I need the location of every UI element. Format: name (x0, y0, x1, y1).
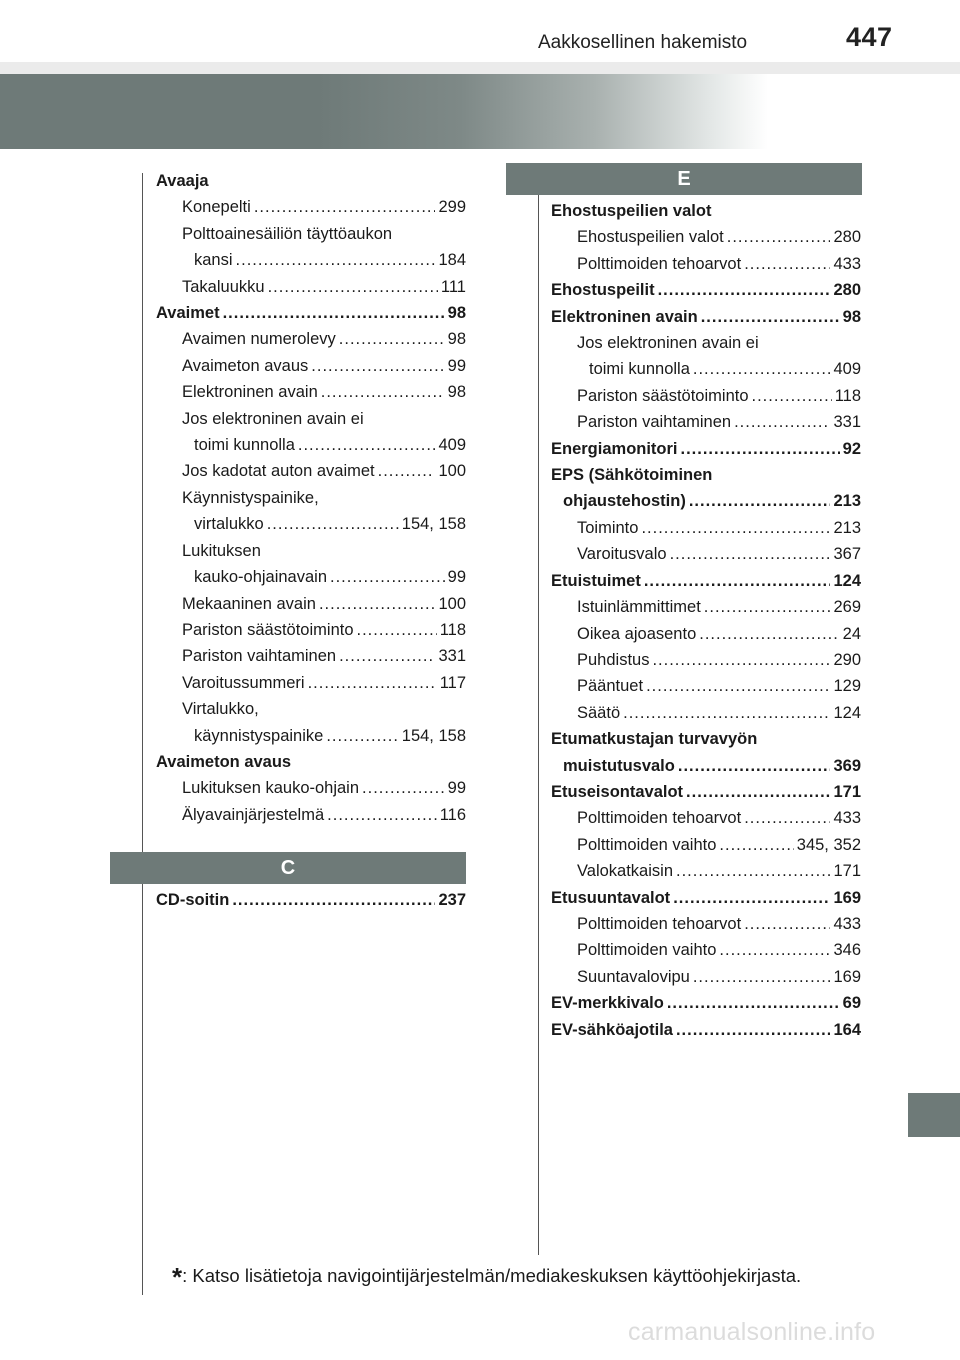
index-entry (551, 488, 861, 514)
index-entry-page: 369 (833, 756, 861, 775)
index-entry-text: toimi kunnolla (589, 360, 690, 379)
index-entry (156, 723, 466, 749)
dot-leader (641, 515, 830, 541)
dot-leader (719, 832, 793, 858)
index-entry (551, 277, 861, 303)
index-entry-text: Jos elektroninen avain ei (577, 334, 759, 353)
index-entry-page: 98 (447, 383, 466, 402)
dot-leader (339, 643, 435, 669)
index-entry-page: 117 (439, 673, 466, 692)
index-entry-text: Polttimoiden vaihto (577, 941, 717, 960)
index-entry-page: 99 (447, 356, 466, 375)
index-entry-text: Varoitussummeri (182, 673, 305, 692)
index-entry (156, 775, 466, 801)
left-column-rule (142, 173, 143, 1295)
dot-leader (330, 564, 445, 590)
index-entry (156, 168, 466, 194)
section-header-e: E (506, 163, 862, 195)
index-entry (551, 515, 861, 541)
index-entry (156, 194, 466, 220)
index-entry (156, 485, 466, 511)
index-entry-text: Etuistuimet (551, 571, 641, 590)
index-entry-page: 433 (833, 914, 861, 933)
index-entry (156, 887, 466, 913)
index-entry (551, 304, 861, 330)
index-entry (156, 432, 466, 458)
index-entry (156, 221, 466, 247)
dot-leader (658, 277, 831, 303)
index-entry-text: Polttimoiden tehoarvot (577, 809, 742, 828)
dot-leader (232, 887, 435, 913)
index-entry (551, 647, 861, 673)
index-entry (156, 326, 466, 352)
index-entry-text: Pariston säästötoiminto (577, 386, 749, 405)
index-entry-page: 409 (438, 436, 466, 455)
index-entry (551, 858, 861, 884)
index-entry-page: 433 (833, 254, 861, 273)
index-entry-page: 100 (438, 594, 466, 613)
index-entry-page: 118 (834, 386, 861, 405)
index-entry (551, 964, 861, 990)
index-entry-text: Energiamonitori (551, 439, 678, 458)
footnote-asterisk: * (172, 1262, 183, 1292)
index-entry-page: 169 (833, 967, 861, 986)
index-entry-text: Polttoainesäiliön täyttöaukon (182, 224, 393, 243)
dot-leader (378, 458, 436, 484)
index-entry (156, 274, 466, 300)
middle-column-rule (538, 195, 539, 1255)
dot-leader (686, 779, 830, 805)
page-number: 447 (846, 22, 893, 52)
index-entry-page: 171 (833, 782, 861, 801)
index-entry-text: Pariston säästötoiminto (182, 620, 354, 639)
index-entry-page: 171 (833, 862, 861, 881)
dot-leader (298, 432, 436, 458)
index-entry-text: Pariston vaihtaminen (577, 413, 732, 432)
section-header-c: C (110, 852, 466, 884)
index-entry-page: 69 (842, 994, 861, 1013)
index-entry-page: 124 (833, 571, 861, 590)
page-header-title: Aakkosellinen hakemisto (538, 32, 748, 53)
dot-leader (752, 383, 832, 409)
dot-leader (644, 568, 831, 594)
index-entry-page: 290 (833, 650, 861, 669)
index-entry-text: Avaaja (156, 172, 209, 190)
index-entry-text: Käynnistyspainike, (182, 488, 319, 507)
dot-leader (667, 990, 840, 1016)
dot-leader (670, 541, 831, 567)
index-entry (551, 937, 861, 963)
index-entry (156, 247, 466, 273)
index-entry-page: 184 (438, 251, 466, 270)
index-entry-text: Toiminto (577, 518, 639, 537)
index-entry (551, 330, 861, 356)
index-entry-page: 98 (447, 330, 466, 349)
index-entry-text: Säätö (577, 703, 621, 722)
index-entry-text: kauko-ohjainavain (194, 568, 328, 587)
index-entry-text: CD-soitin (156, 891, 230, 909)
index-entry (551, 911, 861, 937)
dot-leader (719, 937, 830, 963)
index-entry-text: Oikea ajoasento (577, 624, 697, 643)
dot-leader (311, 353, 444, 379)
index-entry-page: 154, 158 (401, 726, 466, 745)
index-entry (551, 621, 861, 647)
dot-leader (699, 621, 839, 647)
index-entry (551, 753, 861, 779)
dot-leader (321, 379, 445, 405)
dot-leader (223, 300, 445, 326)
index-entry-text: Ehostuspeilien valot (577, 228, 724, 247)
index-column-right (551, 198, 861, 1043)
index-entry-text: Konepelti (182, 198, 251, 217)
index-entry (551, 251, 861, 277)
dot-leader (693, 964, 831, 990)
chapter-side-tab (908, 1093, 960, 1137)
index-entry-text: käynnistyspainike (194, 726, 324, 745)
index-entry-page: 280 (833, 281, 861, 300)
index-entry (551, 409, 861, 435)
index-entry-page: 433 (833, 809, 861, 828)
dot-leader (693, 356, 831, 382)
header-rule (0, 62, 960, 74)
index-entry-page: 111 (440, 277, 466, 296)
index-entry (156, 300, 466, 326)
dot-leader (652, 647, 830, 673)
watermark: carmanualsonline.info (628, 1318, 876, 1346)
index-entry-text: Elektroninen avain (182, 383, 318, 402)
index-entry-text: Lukituksen kauko-ohjain (182, 779, 360, 798)
index-entry (551, 1017, 861, 1043)
index-entry (551, 673, 861, 699)
index-entry-page: 164 (833, 1020, 861, 1039)
index-entry-page: 124 (833, 703, 861, 722)
dot-leader (362, 775, 445, 801)
index-entry (551, 356, 861, 382)
index-entry-page: 98 (842, 307, 861, 326)
index-entry (156, 802, 466, 828)
index-section-c (156, 887, 466, 913)
index-entry (156, 643, 466, 669)
index-entry-page: 299 (438, 198, 466, 217)
index-entry-text: Etusuuntavalot (551, 888, 671, 907)
index-entry-text: Jos elektroninen avain ei (182, 409, 364, 428)
index-entry-text: ohjaustehostin) (563, 492, 686, 511)
dot-leader (267, 511, 399, 537)
dot-leader (734, 409, 830, 435)
dot-leader (689, 488, 831, 514)
index-entry-text: virtalukko (194, 515, 264, 534)
index-entry-page: 213 (833, 518, 861, 537)
index-entry-page: 129 (833, 677, 861, 696)
index-entry-page: 367 (833, 545, 861, 564)
header-banner (0, 74, 960, 149)
index-entry-page: 98 (447, 304, 466, 323)
index-entry-text: Avaimen numerolevy (182, 330, 336, 349)
dot-leader (744, 251, 830, 277)
index-entry-text: Etuseisontavalot (551, 782, 684, 801)
dot-leader (236, 247, 436, 273)
index-entry (156, 591, 466, 617)
dot-leader (268, 274, 438, 300)
dot-leader (744, 911, 830, 937)
index-entry-text: Polttimoiden vaihto (577, 835, 717, 854)
index-entry-page: 99 (447, 568, 466, 587)
index-entry (156, 696, 466, 722)
index-entry-page: 100 (438, 462, 466, 481)
index-entry (551, 832, 861, 858)
index-entry (551, 805, 861, 831)
index-entry-text: Avaimeton avaus (182, 356, 309, 375)
index-entry (156, 406, 466, 432)
index-entry-text: Ehostuspeilien valot (551, 202, 712, 220)
index-entry (156, 511, 466, 537)
index-entry-text: Älyavainjärjestelmä (182, 805, 325, 824)
index-entry-page: 116 (439, 805, 466, 824)
index-entry-text: toimi kunnolla (194, 436, 295, 455)
index-entry-text: Suuntavalovipu (577, 967, 690, 986)
index-entry-text: Istuinlämmittimet (577, 598, 701, 617)
index-entry (551, 462, 861, 488)
index-entry (551, 383, 861, 409)
index-entry-text: EPS (Sähkötoiminen (551, 466, 713, 485)
index-entry-text: Lukituksen (182, 541, 261, 560)
index-entry-page: 92 (842, 439, 861, 458)
index-entry-text: Varoitusvalo (577, 545, 667, 564)
index-entry-text: Pääntuet (577, 677, 644, 696)
index-entry-page: 24 (842, 624, 861, 643)
index-column-left (156, 168, 466, 828)
index-entry-text: Etumatkustajan turvavyön (551, 730, 758, 749)
index-entry-page: 213 (833, 492, 861, 511)
dot-leader (623, 700, 830, 726)
index-entry-page: 280 (833, 228, 861, 247)
index-entry (551, 885, 861, 911)
index-entry (551, 700, 861, 726)
dot-leader (357, 617, 437, 643)
dot-leader (254, 194, 436, 220)
index-entry-text: Puhdistus (577, 650, 650, 669)
index-entry-page: 331 (833, 413, 861, 432)
index-entry-text: Takaluukku (182, 277, 265, 296)
dot-leader (327, 802, 437, 828)
index-entry (156, 749, 466, 775)
index-entry (156, 564, 466, 590)
index-entry (551, 779, 861, 805)
index-entry-text: Virtalukko, (182, 700, 259, 719)
dot-leader (704, 594, 831, 620)
index-entry-text: EV-sähköajotila (551, 1020, 673, 1039)
index-entry-page: 154, 158 (401, 515, 466, 534)
index-entry-text: EV-merkkivalo (551, 994, 664, 1013)
index-entry-page: 269 (833, 598, 861, 617)
index-entry-text: Avaimeton avaus (156, 752, 292, 771)
dot-leader (676, 1017, 831, 1043)
index-entry-text: Ehostuspeilit (551, 281, 655, 300)
dot-leader (646, 673, 830, 699)
index-entry-page: 118 (439, 620, 466, 639)
index-entry-text: Mekaaninen avain (182, 594, 316, 613)
dot-leader (676, 858, 830, 884)
dot-leader (673, 885, 830, 911)
index-entry (156, 379, 466, 405)
index-entry-text: muistutusvalo (563, 756, 675, 775)
dot-leader (326, 723, 398, 749)
index-entry-text: Jos kadotat auton avaimet (182, 462, 375, 481)
dot-leader (308, 670, 437, 696)
index-entry-text: Polttimoiden tehoarvot (577, 914, 742, 933)
index-entry (156, 353, 466, 379)
dot-leader (681, 436, 840, 462)
dot-leader (678, 753, 831, 779)
index-entry-text: Avaimet (156, 304, 220, 323)
index-entry-page: 169 (833, 888, 861, 907)
index-entry (156, 617, 466, 643)
index-entry (156, 670, 466, 696)
index-entry (551, 224, 861, 250)
index-entry-text: kansi (194, 251, 233, 270)
footnote (172, 1258, 802, 1292)
index-entry (551, 198, 861, 224)
index-entry-text: Valokatkaisin (577, 862, 673, 881)
index-entry (551, 990, 861, 1016)
index-entry-page: 237 (438, 891, 466, 909)
index-entry-page: 331 (438, 647, 466, 666)
dot-leader (727, 224, 831, 250)
index-entry (551, 726, 861, 752)
index-entry-page: 99 (447, 779, 466, 798)
index-entry (551, 594, 861, 620)
index-entry-text: Elektroninen avain (551, 307, 698, 326)
index-entry (551, 541, 861, 567)
index-entry (551, 436, 861, 462)
index-entry (551, 568, 861, 594)
dot-leader (339, 326, 445, 352)
index-entry-page: 409 (833, 360, 861, 379)
dot-leader (701, 304, 840, 330)
footnote-text: : Katso lisätietoja navigointijärjestelmän/mediakeskuksen käyttöohjekirjasta. (182, 1265, 802, 1286)
dot-leader (744, 805, 830, 831)
index-entry-text: Polttimoiden tehoarvot (577, 254, 742, 273)
index-entry (156, 538, 466, 564)
index-entry-page: 345, 352 (796, 835, 861, 854)
dot-leader (319, 591, 436, 617)
index-entry-text: Pariston vaihtaminen (182, 647, 337, 666)
index-entry-page: 346 (833, 941, 861, 960)
index-entry (156, 458, 466, 484)
